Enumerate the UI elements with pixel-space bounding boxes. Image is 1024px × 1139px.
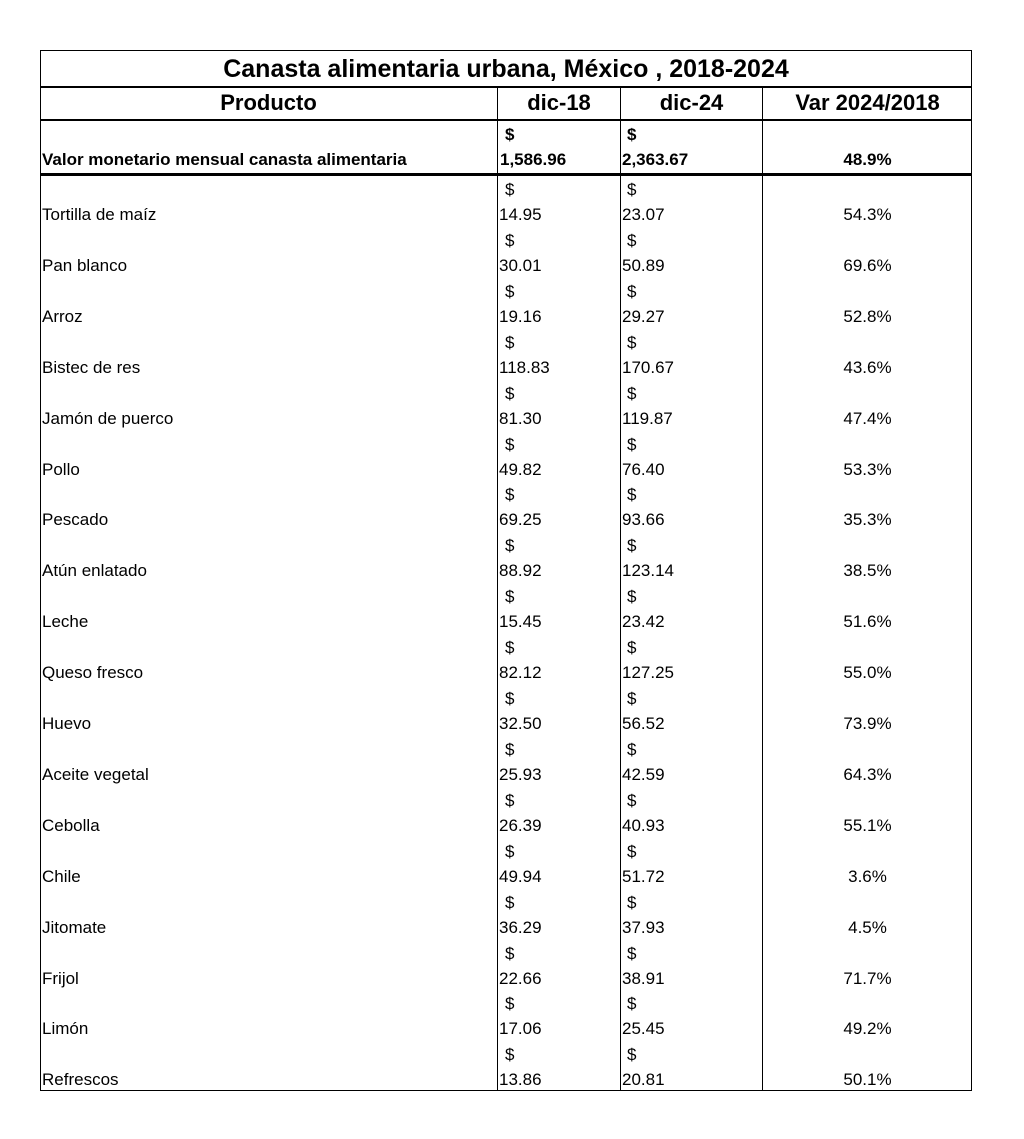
currency-symbol-dic-24: $ [627, 536, 637, 556]
total-dic-18: 1,586.96 [500, 150, 567, 169]
currency-symbol-dic-24: $ [627, 790, 637, 810]
currency-symbol-dic-24: $ [627, 485, 637, 505]
column-divider [762, 87, 763, 1091]
column-header-producto: Producto [220, 90, 317, 115]
value-dic-24: 119.87 [622, 408, 673, 428]
value-dic-24: 51.72 [622, 866, 665, 886]
currency-symbol-dic-18: $ [505, 994, 515, 1014]
product-name: Cebolla [42, 815, 100, 835]
value-dic-18: 88.92 [499, 561, 542, 581]
variation-value: 71.7% [843, 968, 892, 988]
currency-symbol-dic-24: $ [627, 689, 637, 708]
value-dic-18: 32.50 [499, 714, 542, 733]
currency-symbol-dic-24: $ [627, 1045, 637, 1065]
total-currency-symbol: $ [505, 125, 515, 144]
value-dic-24: 29.27 [622, 306, 665, 326]
currency-symbol-dic-24: $ [627, 383, 637, 403]
variation-value: 53.3% [843, 459, 892, 479]
column-header-dic-24: dic-24 [659, 90, 724, 115]
variation-value: 47.4% [843, 408, 892, 428]
product-name: Jitomate [42, 917, 107, 937]
value-dic-18: 81.30 [499, 408, 542, 428]
currency-symbol-dic-24: $ [627, 180, 637, 199]
value-dic-24: 23.42 [622, 612, 665, 632]
value-dic-24: 40.93 [622, 815, 665, 835]
product-name: Pan blanco [42, 255, 128, 275]
product-name: Tortilla de maíz [42, 205, 157, 224]
value-dic-24: 37.93 [622, 917, 665, 937]
variation-value: 35.3% [843, 510, 892, 530]
value-dic-18: 49.82 [499, 459, 542, 479]
value-dic-18: 22.66 [499, 968, 542, 988]
value-dic-24: 38.91 [622, 968, 665, 988]
title-divider [40, 86, 972, 88]
currency-symbol-dic-24: $ [627, 892, 637, 912]
product-name: Queso fresco [42, 663, 144, 683]
currency-symbol-dic-24: $ [627, 332, 637, 352]
currency-symbol-dic-18: $ [505, 434, 515, 454]
currency-symbol-dic-24: $ [627, 841, 637, 861]
value-dic-24: 170.67 [622, 357, 674, 377]
total-label: Valor monetario mensual canasta alimentaria [42, 150, 407, 169]
currency-symbol-dic-18: $ [505, 383, 515, 403]
currency-symbol-dic-18: $ [505, 332, 515, 352]
variation-value: 49.2% [843, 1019, 892, 1039]
variation-value: 4.5% [848, 917, 887, 937]
currency-symbol-dic-18: $ [505, 1045, 515, 1065]
product-name: Frijol [42, 968, 79, 988]
variation-value: 3.6% [848, 866, 887, 886]
value-dic-24: 123.14 [622, 561, 674, 581]
currency-symbol-dic-18: $ [505, 230, 515, 250]
total-dic-24: 2,363.67 [622, 150, 689, 169]
value-dic-24: 127.25 [622, 663, 674, 683]
currency-symbol-dic-18: $ [505, 739, 515, 759]
currency-symbol-dic-24: $ [627, 230, 637, 250]
variation-value: 73.9% [843, 714, 892, 733]
currency-symbol-dic-18: $ [505, 638, 515, 658]
product-name: Jamón de puerco [42, 408, 174, 428]
currency-symbol-dic-18: $ [505, 790, 515, 810]
currency-symbol-dic-18: $ [505, 180, 515, 199]
variation-value: 64.3% [843, 764, 892, 784]
value-dic-18: 49.94 [499, 866, 542, 886]
column-divider [620, 87, 621, 1091]
product-name: Pescado [42, 510, 109, 530]
value-dic-18: 118.83 [499, 357, 550, 377]
variation-value: 50.1% [843, 1070, 892, 1090]
currency-symbol-dic-18: $ [505, 689, 515, 708]
value-dic-24: 42.59 [622, 764, 665, 784]
column-divider [497, 87, 498, 1091]
variation-value: 54.3% [843, 205, 892, 224]
currency-symbol-dic-18: $ [505, 892, 515, 912]
total-divider [40, 173, 972, 176]
value-dic-24: 50.89 [622, 255, 665, 275]
table-title: Canasta alimentaria urbana, México , 2018-2024 [223, 55, 789, 83]
product-name: Chile [42, 866, 81, 886]
value-dic-24: 23.07 [622, 205, 665, 224]
variation-value: 55.0% [843, 663, 892, 683]
table-border-left [40, 50, 41, 1091]
product-name: Pollo [42, 459, 80, 479]
value-dic-24: 93.66 [622, 510, 665, 530]
variation-value: 55.1% [843, 815, 892, 835]
currency-symbol-dic-24: $ [627, 739, 637, 759]
currency-symbol-dic-24: $ [627, 434, 637, 454]
value-dic-24: 56.52 [622, 714, 665, 733]
price-table [40, 50, 972, 1091]
header-divider [40, 119, 972, 121]
product-name: Refrescos [42, 1070, 119, 1090]
value-dic-24: 25.45 [622, 1019, 665, 1039]
total-currency-symbol: $ [627, 125, 637, 144]
value-dic-18: 17.06 [499, 1019, 542, 1039]
value-dic-18: 36.29 [499, 917, 542, 937]
value-dic-18: 25.93 [499, 764, 542, 784]
currency-symbol-dic-24: $ [627, 587, 637, 607]
column-header-variation: Var 2024/2018 [795, 90, 940, 115]
variation-value: 51.6% [843, 612, 892, 632]
product-name: Atún enlatado [42, 561, 147, 581]
value-dic-24: 20.81 [622, 1070, 665, 1090]
currency-symbol-dic-18: $ [505, 841, 515, 861]
product-name: Arroz [42, 306, 83, 326]
currency-symbol-dic-18: $ [505, 485, 515, 505]
table-border-bottom [40, 1090, 972, 1091]
value-dic-18: 13.86 [499, 1070, 542, 1090]
product-name: Leche [42, 612, 89, 632]
currency-symbol-dic-18: $ [505, 943, 515, 963]
value-dic-18: 30.01 [499, 255, 542, 275]
variation-value: 69.6% [843, 255, 892, 275]
value-dic-18: 14.95 [499, 205, 542, 224]
variation-value: 43.6% [843, 357, 892, 377]
total-variation: 48.9% [843, 150, 892, 169]
product-name: Huevo [42, 714, 92, 733]
currency-symbol-dic-24: $ [627, 638, 637, 658]
value-dic-18: 19.16 [499, 306, 542, 326]
product-name: Bistec de res [42, 357, 141, 377]
value-dic-18: 15.45 [499, 612, 542, 632]
table-border-top [40, 50, 972, 51]
value-dic-18: 26.39 [499, 815, 542, 835]
value-dic-18: 82.12 [499, 663, 542, 683]
product-name: Aceite vegetal [42, 764, 149, 784]
currency-symbol-dic-24: $ [627, 943, 637, 963]
currency-symbol-dic-24: $ [627, 994, 637, 1014]
variation-value: 52.8% [843, 306, 892, 326]
currency-symbol-dic-24: $ [627, 281, 637, 301]
variation-value: 38.5% [843, 561, 892, 581]
currency-symbol-dic-18: $ [505, 536, 515, 556]
currency-symbol-dic-18: $ [505, 281, 515, 301]
value-dic-18: 69.25 [499, 510, 542, 530]
value-dic-24: 76.40 [622, 459, 665, 479]
currency-symbol-dic-18: $ [505, 587, 515, 607]
column-header-dic-18: dic-18 [527, 90, 591, 115]
product-name: Limón [42, 1019, 89, 1039]
